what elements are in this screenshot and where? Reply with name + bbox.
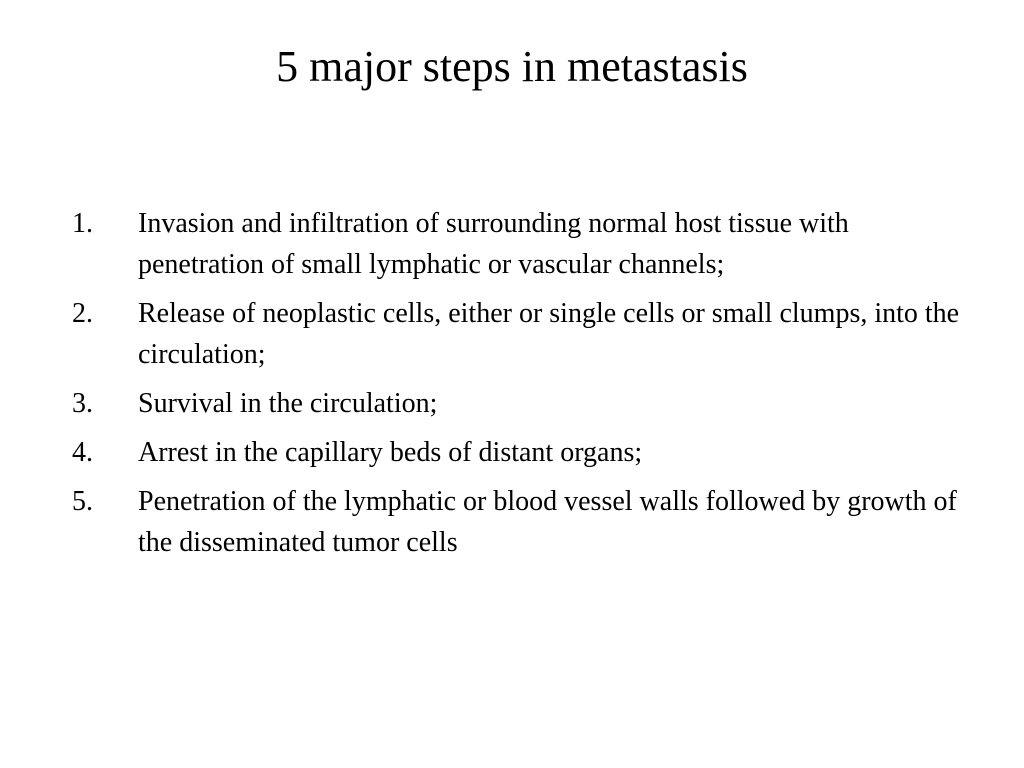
slide-title: 5 major steps in metastasis — [276, 42, 748, 91]
steps-list — [72, 203, 972, 571]
list-item-number: 2. — [72, 298, 93, 329]
list-item-number: 4. — [72, 437, 93, 468]
list-item — [72, 432, 972, 473]
list-item-number: 5. — [72, 486, 93, 517]
list-item-number: 3. — [72, 388, 93, 419]
list-item-number: 1. — [72, 208, 93, 239]
list-item-text: Arrest in the capillary beds of distant organs; — [138, 437, 643, 468]
list-item — [72, 203, 972, 285]
list-item — [72, 481, 972, 563]
list-item-text: Release of neoplastic cells, either or single cells or small clumps, into the circulation; — [138, 298, 960, 370]
list-item-text: Invasion and infiltration of surrounding normal host tissue with penetration of small lymphatic or vascular channels; — [138, 208, 849, 280]
list-item — [72, 383, 972, 424]
list-item — [72, 293, 972, 375]
list-item-text: Survival in the circulation; — [138, 388, 438, 419]
list-item-text: Penetration of the lymphatic or blood vessel walls followed by growth of the disseminated tumor cells — [138, 486, 957, 558]
